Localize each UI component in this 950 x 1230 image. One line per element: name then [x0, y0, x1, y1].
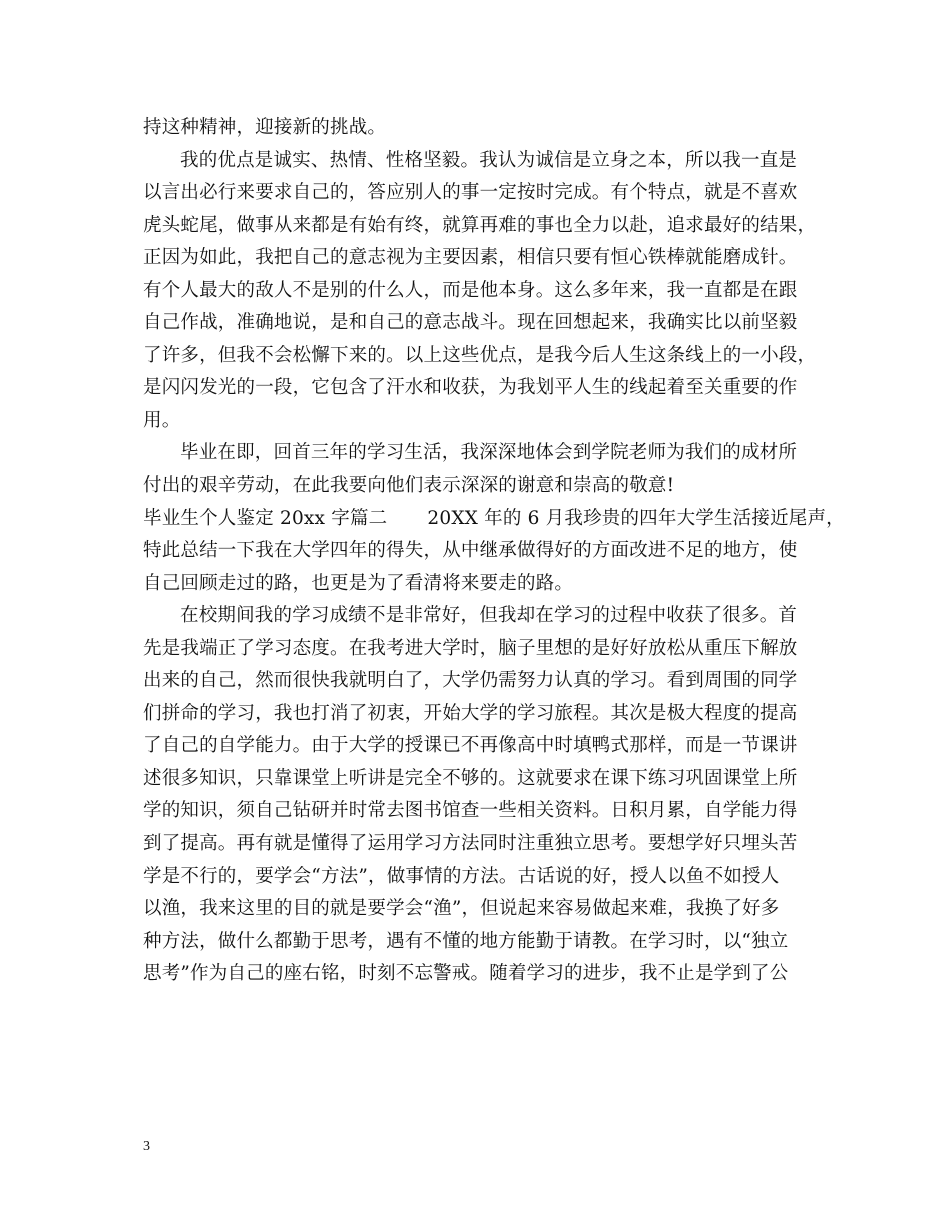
document-body [143, 112, 845, 991]
text-line: 学是不行的，要学会“方法”，做事情的方法。古话说的好，授人以鱼不如授人 [143, 865, 780, 887]
text-line: 以渔，我来这里的目的就是要学会“渔”，但说起来容易做起来难，我换了好多 [143, 898, 780, 920]
text-line: 了自己的自学能力。由于大学的授课已不再像高中时填鸭式那样，而是一节课讲 [143, 735, 798, 757]
text-line: 述很多知识，只靠课堂上听讲是完全不够的。这就要求在课下练习巩固课堂上所 [143, 767, 798, 789]
paragraph-start-line: 毕业在即，回首三年的学习生活，我深深地体会到学院老师为我们的成材所 [180, 442, 798, 464]
section-heading-line [143, 503, 845, 536]
text-line: 学的知识，须自己钻研并时常去图书馆查一些相关资料。日积月累，自学能力得 [143, 800, 798, 822]
text-line: 有个人最大的敌人不是别的什么人，而是他本身。这么多年来，我一直都是在跟 [143, 279, 798, 301]
text-line: 正因为如此，我把自己的意志视为主要因素，相信只要有恒心铁棒就能磨成针。 [143, 247, 798, 269]
text-line: 种方法，做什么都勤于思考，遇有不懂的地方能勤于请教。在学习时，以“独立 [143, 930, 789, 952]
text-line: 付出的艰辛劳动，在此我要向他们表示深深的谢意和崇高的敬意! [143, 475, 675, 497]
text-line: 出来的自己，然而很快我就明白了，大学仍需努力认真的学习。看到周围的同学 [143, 670, 798, 692]
section-intro: 20XX 年的 6 月我珍贵的四年大学生活接近尾声， [427, 507, 845, 529]
text-line: 先是我端正了学习态度。在我考进大学时，脑子里想的是好好放松从重压下解放 [143, 637, 798, 659]
text-line: 到了提高。再有就是懂得了运用学习方法同时注重独立思考。要想学好只埋头苦 [143, 833, 798, 855]
text-line: 自己回顾走过的路，也更是为了看清将来要走的路。 [143, 572, 574, 594]
text-line: 思考”作为自己的座右铭，时刻不忘警戒。随着学习的进步，我不止是学到了公 [143, 963, 789, 985]
text-line: 用。 [143, 409, 181, 431]
text-line: 特此总结一下我在大学四年的得失，从中继承做得好的方面改进不足的地方，使 [143, 540, 798, 562]
page-number: 3 [143, 1139, 150, 1154]
text-line: 是闪闪发光的一段，它包含了汗水和收获，为我划平人生的线起着至关重要的作 [143, 377, 798, 399]
text-line: 了许多，但我不会松懈下来的。以上这些优点，是我今后人生这条线上的一小段， [143, 344, 817, 366]
paragraph-start-line: 我的优点是诚实、热情、性格坚毅。我认为诚信是立身之本，所以我一直是 [180, 149, 798, 171]
paragraph-start-line: 在校期间我的学习成绩不是非常好，但我却在学习的过程中收获了很多。首 [180, 605, 798, 627]
text-line: 虎头蛇尾，做事从来都是有始有终，就算再难的事也全力以赴，追求最好的结果， [143, 214, 817, 236]
section-heading: 毕业生个人鉴定 20xx 字篇二 [143, 507, 388, 529]
text-line: 持这种精神，迎接新的挑战。 [143, 117, 387, 138]
text-line: 们拼命的学习，我也打消了初衷，开始大学的学习旅程。其次是极大程度的提高 [143, 702, 798, 724]
text-line: 自己作战，准确地说，是和自己的意志战斗。现在回想起来，我确实比以前坚毅 [143, 312, 798, 334]
text-line: 以言出必行来要求自己的，答应别人的事一定按时完成。有个特点，就是不喜欢 [143, 182, 798, 204]
